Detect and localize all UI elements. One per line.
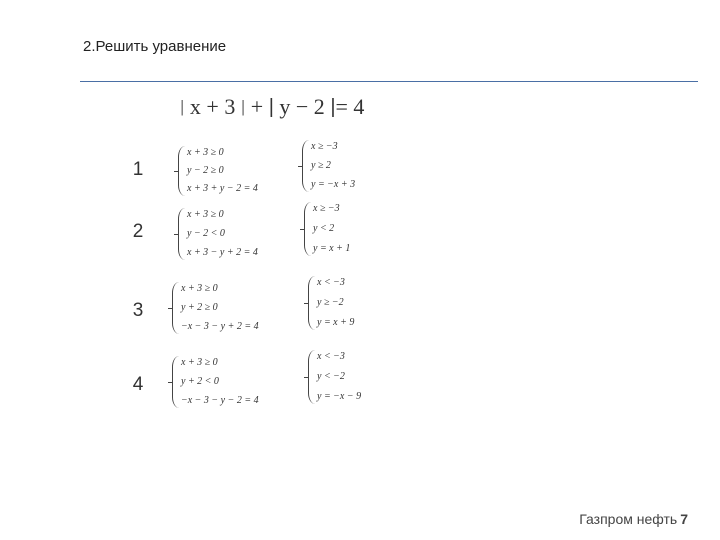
- case-number: 4: [132, 374, 144, 395]
- brace-icon: [304, 202, 311, 256]
- case-system-right: [302, 140, 355, 192]
- brace-icon: [178, 208, 185, 260]
- system-line: y = x + 1: [313, 243, 351, 254]
- case-system-right: [308, 276, 354, 330]
- page-number: 7: [680, 511, 688, 527]
- abs-term-2: y − 2: [279, 94, 325, 119]
- abs-bar: |: [330, 96, 336, 118]
- brace-icon: [308, 276, 315, 330]
- case-system-left: [178, 208, 258, 260]
- case-system-left: [172, 356, 259, 408]
- title-divider: [80, 81, 698, 82]
- slide-title: 2.Решить уравнение: [83, 38, 227, 55]
- system-line: x ≥ −3: [311, 141, 338, 152]
- system-line: −x − 3 − y + 2 = 4: [181, 321, 259, 332]
- footer: [579, 511, 688, 527]
- case-system-left: [172, 282, 259, 334]
- system-line: −x − 3 − y − 2 = 4: [181, 395, 259, 406]
- brace-icon: [308, 350, 315, 404]
- system-line: x ≥ −3: [313, 203, 340, 214]
- abs-bar: |: [240, 97, 246, 116]
- case-number: 3: [132, 300, 144, 321]
- system-line: y ≥ 2: [311, 160, 331, 171]
- abs-term-1: x + 3: [189, 94, 236, 119]
- case-number: 2: [132, 221, 144, 242]
- system-line: x < −3: [317, 351, 345, 362]
- brace-icon: [172, 282, 179, 334]
- system-line: x + 3 ≥ 0: [187, 209, 224, 220]
- case-number: 1: [132, 159, 144, 180]
- case-system-left: [178, 146, 258, 196]
- system-line: x + 3 + y − 2 = 4: [187, 183, 258, 194]
- system-line: y ≥ −2: [317, 297, 344, 308]
- system-line: y − 2 ≥ 0: [187, 165, 224, 176]
- footer-company: Газпром нефть: [579, 511, 678, 527]
- system-line: y < −2: [317, 371, 345, 382]
- equation-rhs: = 4: [335, 94, 365, 119]
- abs-bar: |: [180, 97, 185, 116]
- brace-icon: [178, 146, 185, 196]
- system-line: y = −x − 9: [317, 391, 362, 402]
- plus-sign: +: [250, 94, 264, 119]
- system-line: y = −x + 3: [311, 179, 356, 190]
- system-line: x < −3: [317, 277, 345, 288]
- system-line: y + 2 < 0: [181, 376, 219, 387]
- system-line: x + 3 ≥ 0: [181, 283, 218, 294]
- system-line: y < 2: [313, 223, 335, 234]
- system-line: x + 3 ≥ 0: [187, 147, 224, 158]
- system-line: x + 3 ≥ 0: [181, 357, 218, 368]
- case-system-right: [304, 202, 350, 256]
- brace-icon: [302, 140, 309, 192]
- system-line: y − 2 < 0: [187, 228, 225, 239]
- abs-bar: |: [268, 96, 274, 118]
- brace-icon: [172, 356, 179, 408]
- system-line: y = x + 9: [317, 317, 355, 328]
- case-system-right: [308, 350, 361, 404]
- system-line: y + 2 ≥ 0: [181, 302, 218, 313]
- system-line: x + 3 − y + 2 = 4: [187, 247, 258, 258]
- main-equation: [180, 94, 364, 120]
